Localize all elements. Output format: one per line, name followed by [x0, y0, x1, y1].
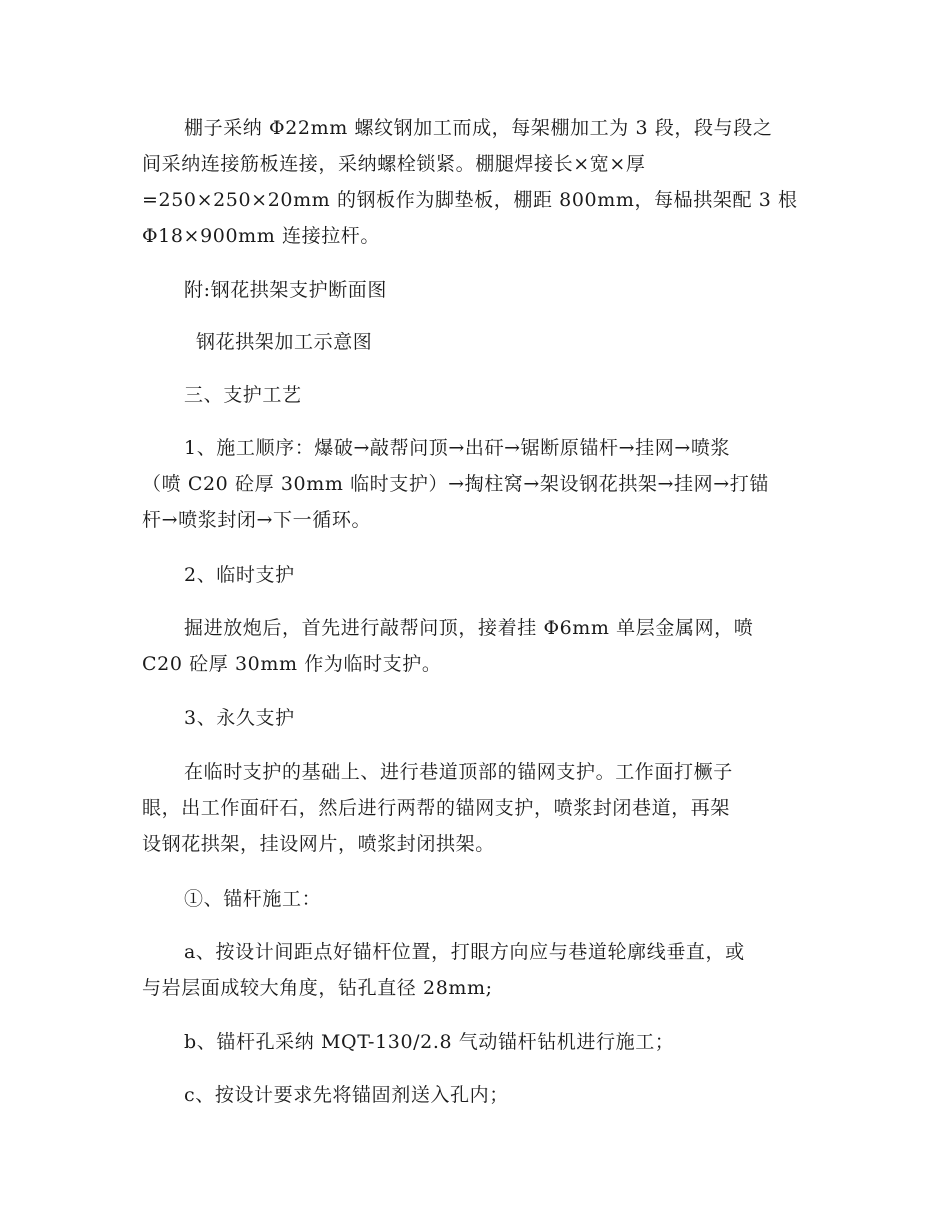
text-line: Φ18×900mm 连接拉杆。: [142, 225, 381, 247]
text-line: a、按设计间距点好锚杆位置，打眼方向应与巷道轮廓线垂直，或: [184, 941, 745, 963]
paragraph-construction-sequence: [142, 430, 812, 538]
text-line: C20 砼厚 30mm 作为临时支护。: [142, 653, 442, 675]
text-line: （喷 C20 砼厚 30mm 临时支护）→掏柱窝→架设钢花拱架→挂网→打锚: [142, 473, 769, 495]
text-line: 设钢花拱架，挂设网片，喷浆封闭拱架。: [142, 833, 495, 855]
text-line: 钢花拱架加工示意图: [196, 331, 373, 353]
subheading-permanent-support: [142, 700, 812, 736]
subheading-temporary-support: [142, 557, 812, 593]
text-line: 2、临时支护: [184, 564, 295, 586]
text-line: 棚子采纳 Φ22mm 螺纹钢加工而成，每架棚加工为 3 段，段与段之: [184, 117, 773, 139]
paragraph-step-c: [142, 1077, 812, 1113]
text-line: 附:钢花拱架支护断面图: [184, 279, 388, 301]
text-line: 在临时支护的基础上、进行巷道顶部的锚网支护。工作面打橛子: [184, 761, 733, 783]
text-line: 掘进放炮后，首先进行敲帮问顶，接着挂 Φ6mm 单层金属网，喷: [184, 617, 754, 639]
text-line: ①、锚杆施工：: [184, 888, 322, 910]
subheading-anchor-construction: [142, 881, 812, 917]
paragraph-permanent-support: [142, 754, 812, 862]
text-line: b、锚杆孔采纳 MQT-130/2.8 气动锚杆钻机进行施工；: [184, 1031, 675, 1053]
text-line: 与岩层面成较大角度，钻孔直径 28mm;: [142, 977, 493, 999]
text-line: 1、施工顺序：爆破→敲帮问顶→出矸→锯断原锚杆→挂网→喷浆: [184, 437, 731, 459]
paragraph-step-a: [142, 934, 812, 1006]
paragraph-figure-caption: [142, 324, 812, 360]
section-heading-support-process: [142, 377, 812, 413]
text-line: 杆→喷浆封闭→下一循环。: [142, 509, 372, 531]
paragraph-step-b: [142, 1024, 812, 1060]
text-line: =250×250×20mm 的钢板作为脚垫板，棚距 800mm，每榀拱架配 3 根: [142, 189, 798, 211]
text-line: 眼，出工作面矸石，然后进行两帮的锚网支护，喷浆封闭巷道，再架: [142, 797, 731, 819]
text-line: 三、支护工艺: [184, 384, 302, 406]
paragraph-arch-material: [142, 110, 812, 254]
text-line: 间采纳连接筋板连接，采纳螺栓锁紧。棚腿焊接长×宽×厚: [142, 153, 646, 175]
text-line: c、按设计要求先将锚固剂送入孔内；: [184, 1084, 509, 1106]
text-line: 3、永久支护: [184, 707, 295, 729]
paragraph-appendix: [142, 272, 812, 308]
paragraph-temporary-support: [142, 610, 812, 682]
